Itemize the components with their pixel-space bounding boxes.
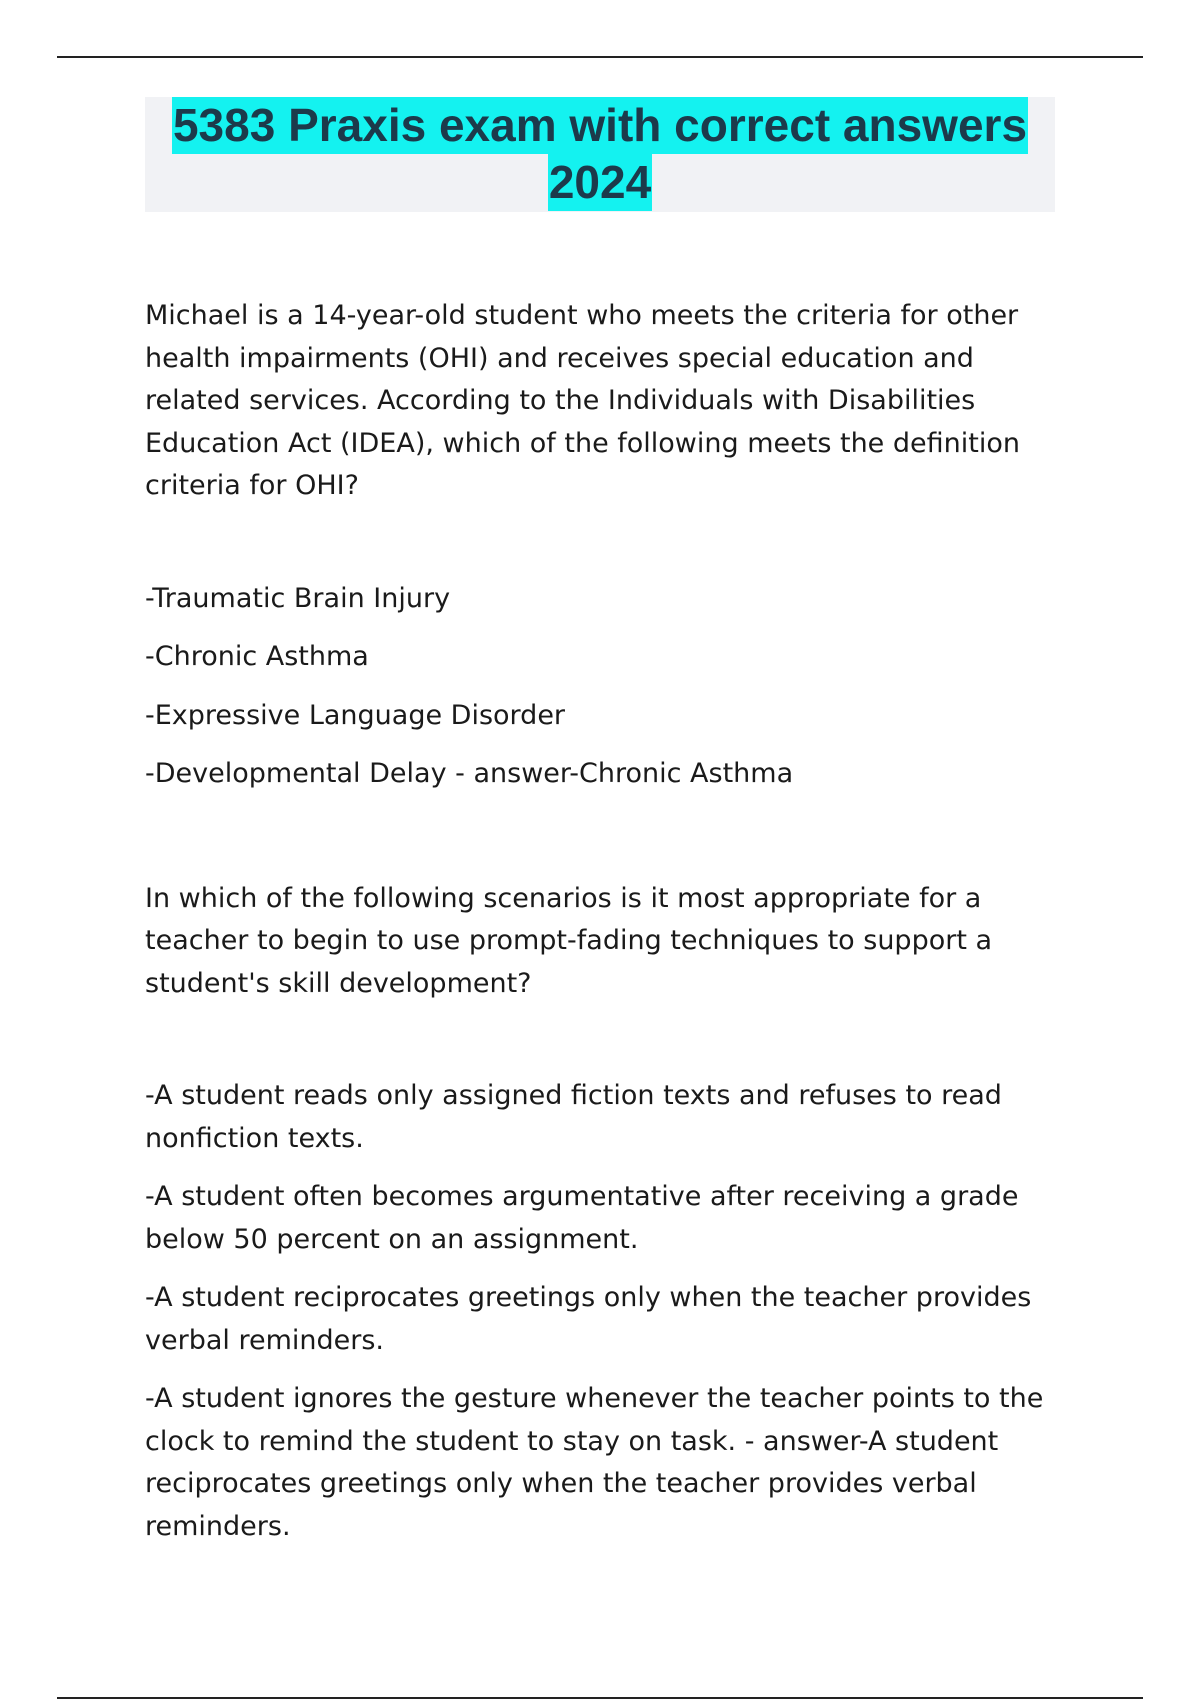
question-2-options (145, 1075, 1065, 1548)
question-1-prompt: Michael is a 14-year-old student who meets the criteria for other health impairments (OHI) and receives special education and related services. According to the Individuals with Disabilities Education Act (IDEA), which of the following meets the definition criteria for OHI? (145, 300, 1020, 501)
question-2-option: -A student reciprocates greetings only when the teacher provides verbal reminders. (145, 1282, 1032, 1356)
question-1-option: -Traumatic Brain Injury (145, 582, 451, 614)
bottom-divider (57, 1697, 1143, 1699)
question-1-option: -Expressive Language Disorder (145, 699, 566, 731)
document-title (145, 97, 1055, 212)
question-1-option-with-answer: -Developmental Delay - answer-Chronic Asthma (145, 758, 794, 789)
question-2-option-with-answer: -A student ignores the gesture whenever the teacher points to the clock to remind the student to stay on task. - answer-A student reciprocates greetings only when the teacher provides verbal reminders. (145, 1383, 1044, 1542)
top-divider (57, 56, 1143, 58)
title-line-1: 5383 Praxis exam with correct answers (172, 97, 1028, 154)
question-1-option: -Chronic Asthma (145, 641, 369, 672)
question-2-prompt: In which of the following scenarios is it most appropriate for a teacher to begin to use prompt-fading techniques to support a student's skill development? (145, 882, 993, 999)
document-body (145, 295, 1065, 1564)
title-line-2: 2024 (548, 154, 652, 211)
question-1-options (145, 578, 1065, 796)
question-2-option: -A student often becomes argumentative after receiving a grade below 50 percent on an assignment. (145, 1181, 1019, 1255)
question-2-option: -A student reads only assigned fiction texts and refuses to read nonfiction texts. (145, 1080, 1002, 1154)
